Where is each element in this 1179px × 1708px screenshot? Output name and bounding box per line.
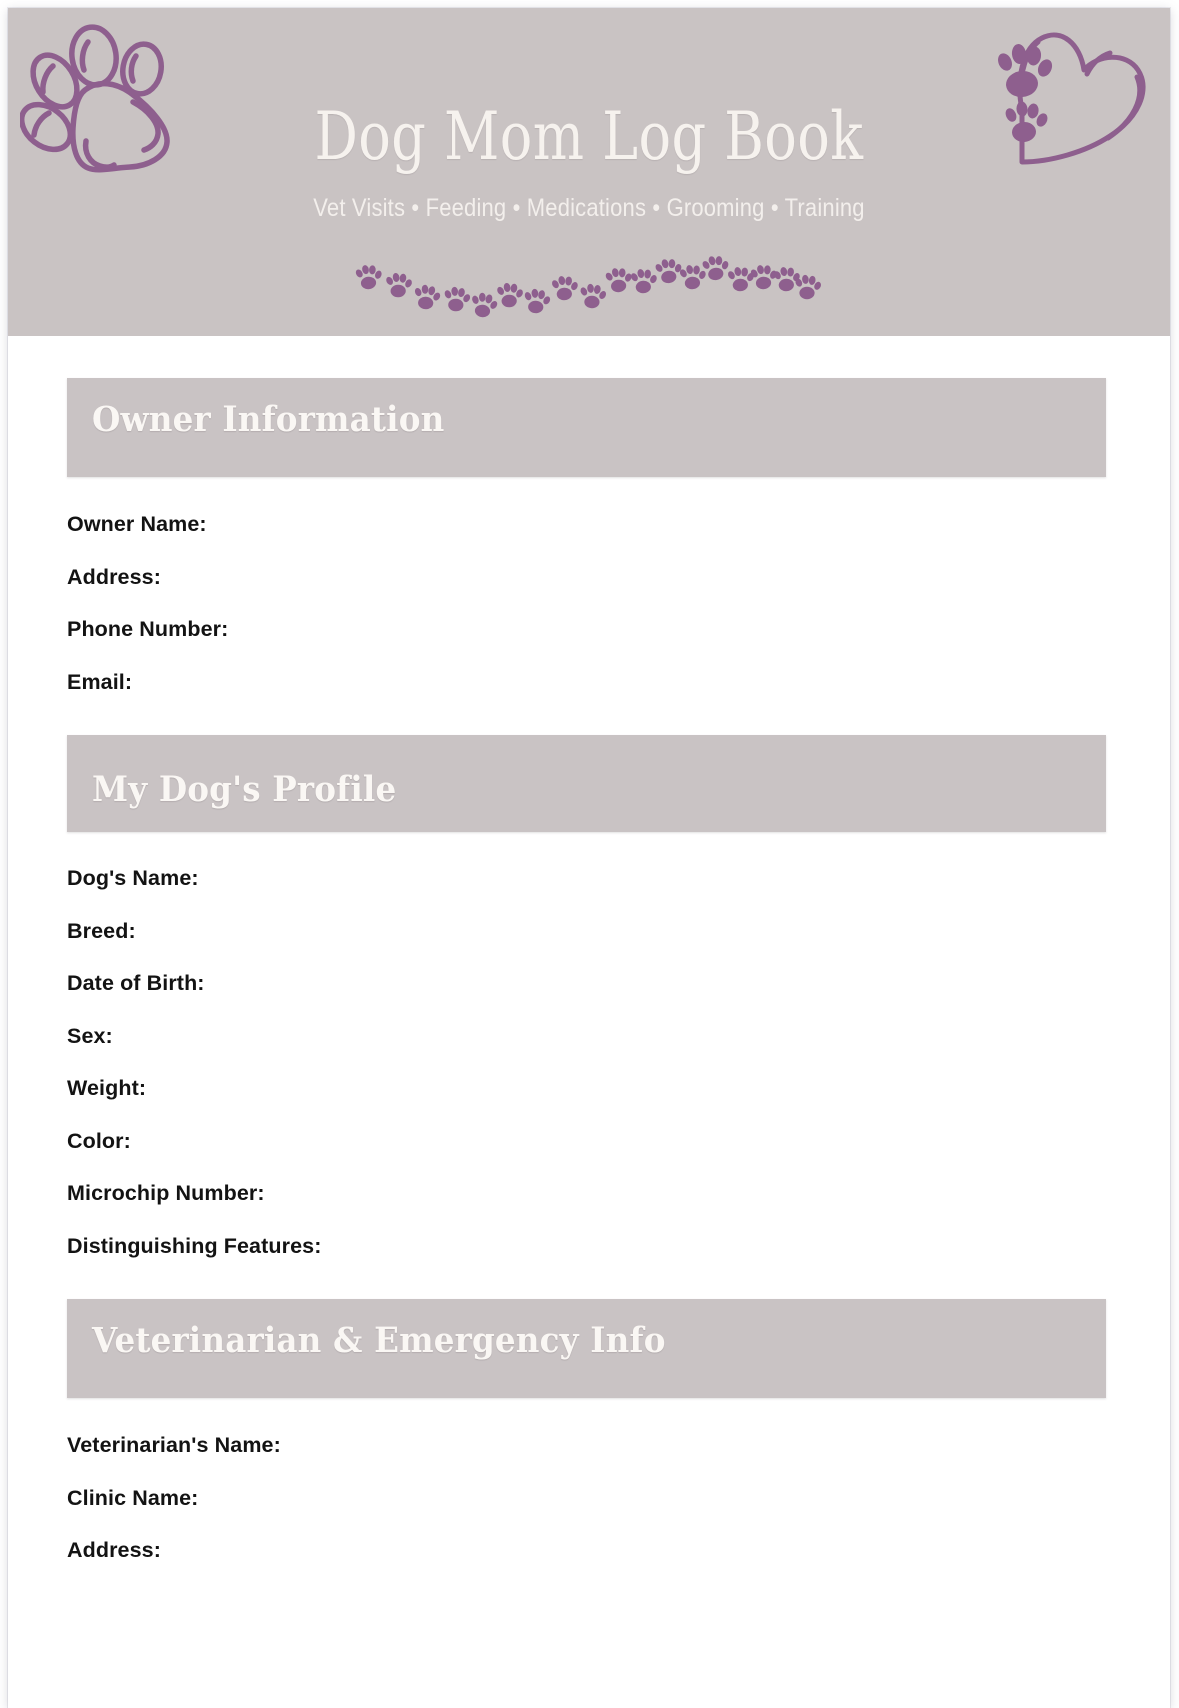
field-label[interactable]: Address: [67,564,161,589]
document-masthead [8,8,1170,336]
section-title: My Dog's Profile [92,769,397,810]
field-list-veterinarian-emergency-info [8,1398,1170,1562]
field-label[interactable]: Color: [67,1128,131,1153]
field-label[interactable]: Date of Birth: [67,971,205,995]
section-my-dogs-profile [8,735,1170,1257]
page-title: Dog Mom Log Book [314,98,864,175]
document-page [8,8,1170,1708]
section-title: Veterinarian & Emergency Info [92,1320,666,1361]
field-label[interactable]: Dog's Name: [67,866,199,890]
field-label[interactable]: Clinic Name: [67,1485,199,1510]
field-label[interactable]: Veterinarian's Name: [67,1433,281,1457]
field-label[interactable]: Distinguishing Features: [67,1233,322,1258]
section-title: Owner Information [92,399,445,440]
field-label[interactable]: Phone Number: [67,617,229,641]
field-label[interactable]: Sex: [67,1023,113,1048]
section-header-veterinarian-emergency-info [67,1299,1106,1398]
field-label[interactable]: Owner Name: [67,512,207,536]
field-list-my-dogs-profile [8,832,1170,1257]
section-owner-information [8,378,1170,693]
field-label[interactable]: Email: [67,669,133,694]
paw-trail-icon [8,256,1170,318]
field-label[interactable]: Breed: [67,918,136,943]
section-header-owner-information [67,378,1106,477]
field-label[interactable]: Microchip Number: [67,1181,265,1205]
field-label[interactable]: Address: [67,1538,161,1562]
field-label[interactable]: Weight: [67,1076,147,1100]
section-header-my-dogs-profile [67,735,1106,832]
page-subtitle: Vet Visits • Feeding • Medications • Grooming • Training [313,194,865,222]
document-body [8,378,1170,1562]
section-veterinarian-emergency-info [8,1299,1170,1562]
field-list-owner-information [8,477,1170,693]
